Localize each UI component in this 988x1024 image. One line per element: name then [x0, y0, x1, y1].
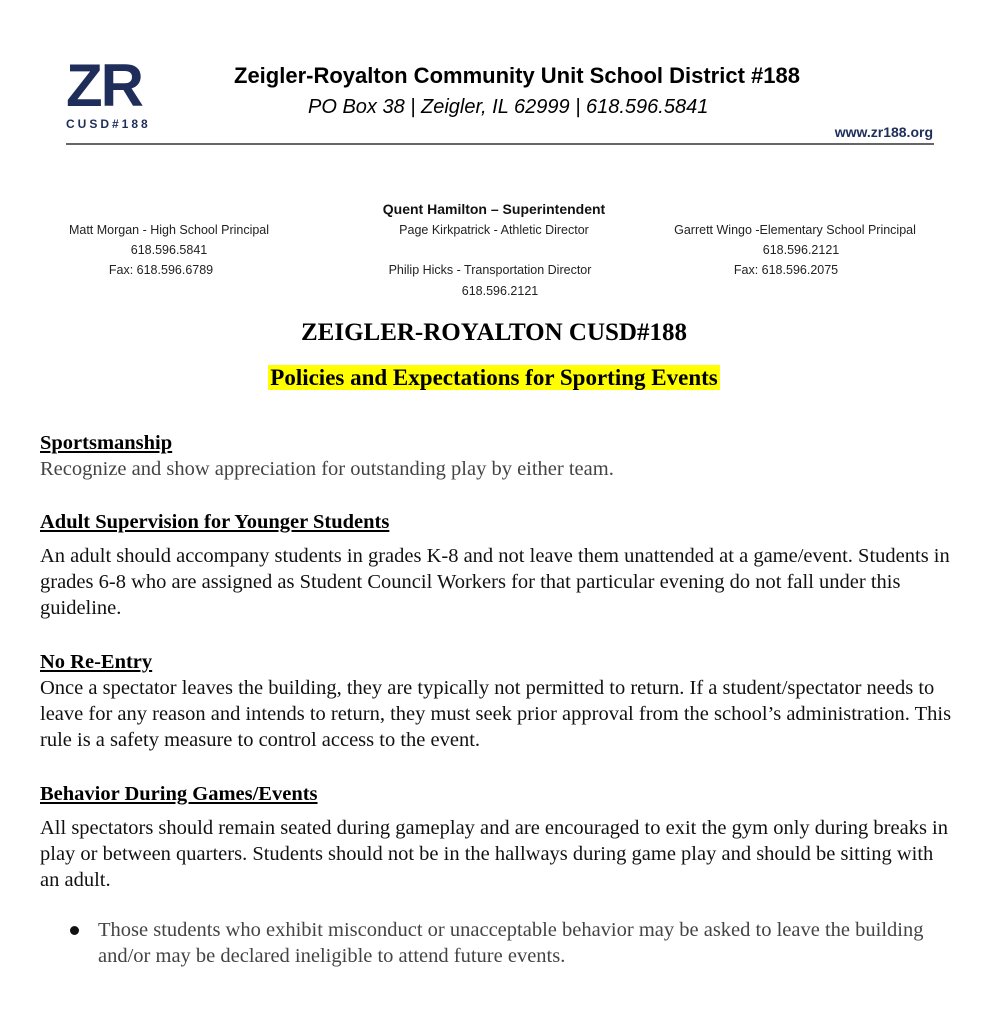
- hs-principal-name: Matt Morgan - High School Principal: [68, 223, 270, 237]
- section-body: Recognize and show appreciation for outstanding play by either team.: [40, 458, 614, 480]
- transportation-director-name: Philip Hicks - Transportation Director: [388, 263, 592, 277]
- elem-principal-phone: 618.596.2121: [762, 243, 840, 257]
- website-link[interactable]: www.zr188.org: [834, 124, 933, 140]
- section-behavior: [40, 781, 955, 893]
- district-address: PO Box 38 | Zeigler, IL 62999 | 618.596.5841: [308, 96, 709, 118]
- behavior-bullet-list: [40, 917, 938, 969]
- section-heading: Behavior During Games/Events: [40, 783, 318, 805]
- bullet-icon: [70, 926, 79, 935]
- hs-principal-phone: 618.596.5841: [130, 243, 208, 257]
- transportation-director-phone: 618.596.2121: [461, 284, 539, 298]
- header-divider: [66, 143, 934, 145]
- elem-principal-name: Garrett Wingo -Elementary School Principal: [674, 223, 916, 237]
- section-adult-supervision: [40, 509, 955, 621]
- elem-principal-fax: Fax: 618.596.2075: [733, 263, 839, 277]
- section-body: All spectators should remain seated during gameplay and are encouraged to exit the gym only during breaks in play or between quarters. Students should not be in the hallways during game play and should be sitting with an adult.: [40, 817, 948, 891]
- logo-subtext: CUSD#188: [66, 117, 151, 131]
- bullet-text: Those students who exhibit misconduct or unacceptable behavior may be asked to leave the building and/or may be declared ineligible to attend future events.: [98, 919, 924, 967]
- document-title: ZEIGLER-ROYALTON CUSD#188: [301, 319, 687, 346]
- section-body: An adult should accompany students in grades K-8 and not leave them unattended at a game/event. Students in grades 6-8 who are assigned as Student Council Workers for that particular evening do not fall under this guideline.: [40, 545, 950, 619]
- section-heading: Adult Supervision for Younger Students: [40, 511, 390, 533]
- section-sportsmanship: [40, 430, 614, 482]
- superintendent-name: Quent Hamilton – Superintendent: [382, 201, 606, 217]
- section-no-reentry: [40, 649, 955, 753]
- athletic-director-name: Page Kirkpatrick - Athletic Director: [399, 223, 589, 237]
- district-name: Zeigler-Royalton Community Unit School District #188: [234, 63, 800, 88]
- district-logo: [62, 52, 174, 134]
- logo-text: ZR: [66, 52, 142, 119]
- section-heading: No Re-Entry: [40, 651, 153, 673]
- document-subtitle-wrap: [0, 365, 988, 391]
- list-item: [40, 917, 938, 969]
- document-subtitle: Policies and Expectations for Sporting Events: [270, 365, 718, 390]
- hs-principal-fax: Fax: 618.596.6789: [108, 263, 214, 277]
- section-body: Once a spectator leaves the building, they are typically not permitted to return. If a student/spectator needs to leave for any reason and intends to return, they must seek prior approval from the school’s administration. This rule is a safety measure to control access to the event.: [40, 677, 952, 751]
- section-heading: Sportsmanship: [40, 432, 173, 454]
